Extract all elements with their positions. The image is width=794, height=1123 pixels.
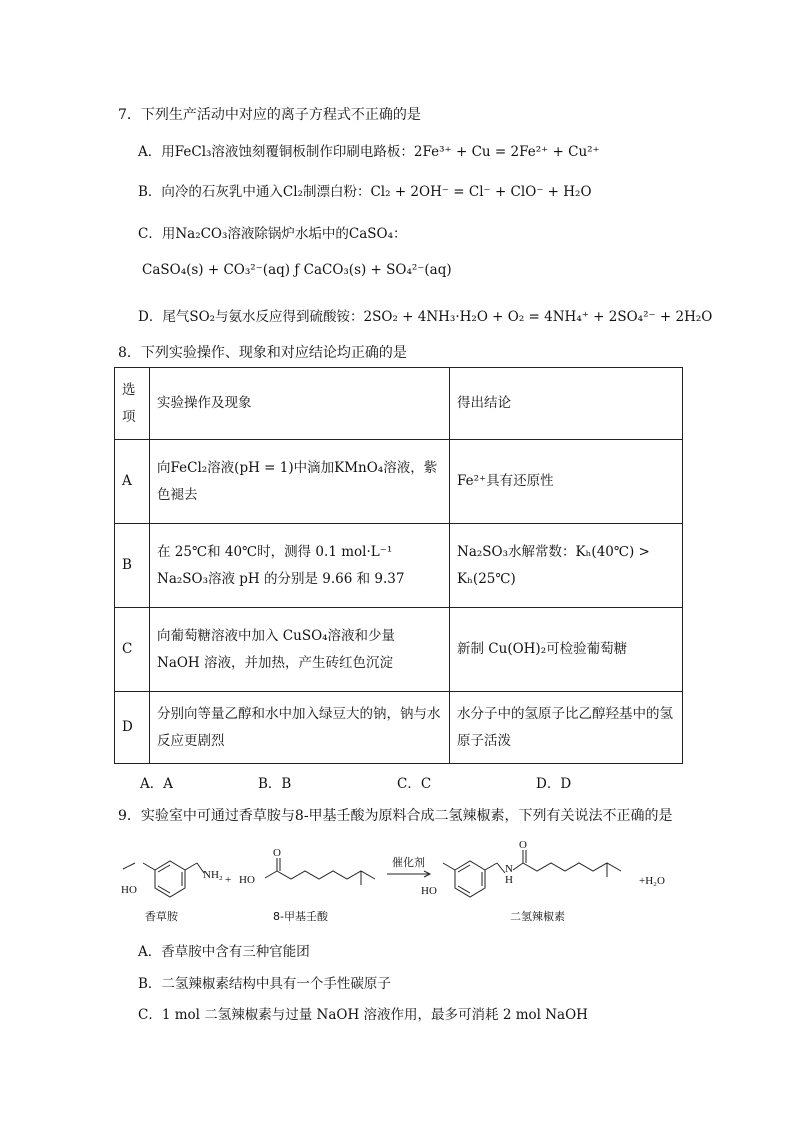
row-conclusion: Na₂SO₃水解常数：Kₕ(40℃) > Kₕ(25℃) [450,524,683,608]
header-conclusion: 得出结论 [450,368,683,440]
row-key: B [115,524,150,608]
catalyst-label: 催化剂 [392,856,425,869]
nh2-label: NH₂ [203,869,223,881]
vanillylamine-label: 香草胺 [145,910,178,923]
q8-answer-b: B．B [258,776,292,792]
n-label: N [505,863,513,875]
q8-answer-d: D．D [536,776,572,792]
q8-answer-a: A．A [140,776,173,792]
synthesis-scheme [115,838,695,933]
row-key: A [115,440,150,524]
q9-option-a: A．香草胺中含有三种官能团 [138,944,310,960]
header-option: 选项 [115,368,150,440]
q8-table [114,367,683,764]
benzene-ring-1 [155,861,185,897]
table-row [115,524,683,608]
dihydrocapsaicin-label: 二氢辣椒素 [510,910,565,923]
row-operation: 向FeCl₂溶液(pH = 1)中滴加KMnO₄溶液，紫色褪去 [150,440,450,524]
q9-option-c: C．1 mol 二氢辣椒素与过量 NaOH 溶液作用，最多可消耗 2 mol NaOH [138,1007,588,1023]
q7-option-c-equation: CaSO₄(s) + CO₃²⁻(aq) ƒ CaCO₃(s) + SO₄²⁻(aq) [142,262,452,278]
byproduct-label: +H₂O [639,875,665,887]
header-operation: 实验操作及现象 [150,368,450,440]
row-operation: 分别向等量乙醇和水中加入绿豆大的钠，钠与水反应更剧烈 [150,692,450,764]
q9-option-b: B．二氢辣椒素结构中具有一个手性碳原子 [138,976,391,992]
row-operation: 向葡萄糖溶液中加入 CuSO₄溶液和少量 NaOH 溶液，并加热，产生砖红色沉淀 [150,608,450,692]
q9-title: 9．实验室中可通过香草胺与8-甲基壬酸为原料合成二氢辣椒素，下列有关说法不正确的是 [118,808,673,824]
q7-option-a: A．用FeCl₃溶液蚀刻覆铜板制作印刷电路板：2Fe³⁺ + Cu = 2Fe²⁺ + Cu²⁺ [138,144,600,160]
row-conclusion: 水分子中的氢原子比乙醇羟基中的氢原子活泼 [450,692,683,764]
row-conclusion: Fe²⁺具有还原性 [450,440,683,524]
ho-label-2: HO [239,874,255,886]
q8-title: 8．下列实验操作、现象和对应结论均正确的是 [118,345,407,361]
h-label: H [505,874,513,886]
table-row [115,692,683,764]
row-key: D [115,692,150,764]
table-row [115,608,683,692]
ho-label-3: HO [421,885,437,897]
table-row [115,440,683,524]
q8-answer-c: C．C [397,776,432,792]
o-label-1: O [273,847,281,859]
methylnonanoic-acid-label: 8-甲基壬酸 [273,910,328,923]
row-key: C [115,608,150,692]
q7-option-c: C．用Na₂CO₃溶液除锅炉水垢中的CaSO₄： [138,226,407,242]
q7-option-d: D．尾气SO₂与氨水反应得到硫酸铵：2SO₂ + 4NH₃·H₂O + O₂ = 4NH₄⁺ + 2SO₄²⁻ + 2H₂O [138,309,713,325]
row-conclusion: 新制 Cu(OH)₂可检验葡萄糖 [450,608,683,692]
plus-sign: + [225,874,232,886]
benzene-ring-2 [455,861,485,897]
q7-title: 7．下列生产活动中对应的离子方程式不正确的是 [118,107,421,123]
q7-option-b: B．向冷的石灰乳中通入Cl₂制漂白粉：Cl₂ + 2OH⁻ = Cl⁻ + ClO⁻ + H₂O [138,184,592,200]
ho-label-1: HO [121,884,137,896]
table-header-row [115,368,683,440]
row-operation: 在 25℃和 40℃时，测得 0.1 mol·L⁻¹ Na₂SO₃溶液 pH 的分别是 9.66 和 9.37 [150,524,450,608]
o-label-2: O [519,839,527,851]
